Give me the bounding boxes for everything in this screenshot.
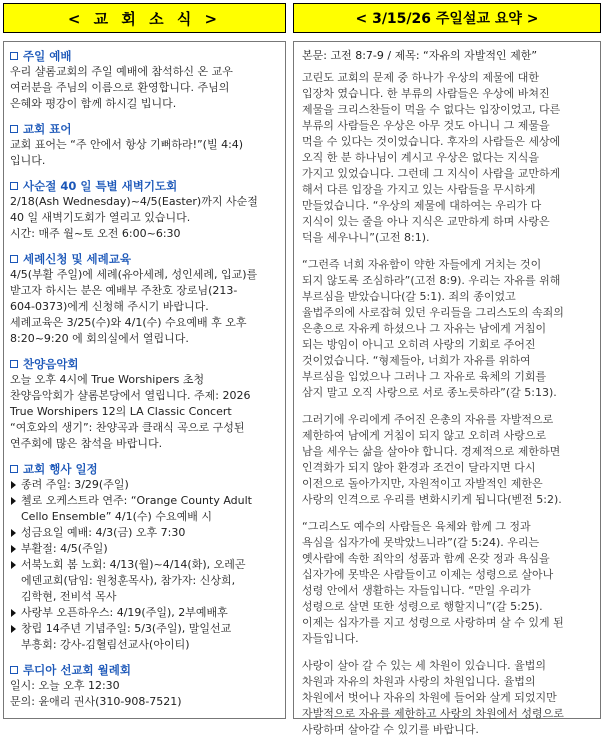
sermon-title: 본문: 고전 8:7-9 / 제목: “자유의 자발적인 제한” [302,49,538,62]
triangle-bullet-icon [11,545,16,553]
section-title: 찬양음악회 [23,357,79,371]
list-item: 서북노회 봄 노회: 4/13(월)~4/14(화), 오레곤 에덴교회(담임: 원청훈목사), 참가자: 신상희, 김학현, 전비석 목사 [10,557,279,605]
triangle-bullet-icon [11,561,16,569]
checkbox-square-icon [10,125,18,133]
checkbox-square-icon [10,666,18,674]
sermon-paragraph: “그런즉 너희 자유함이 약한 자들에게 거치는 것이 되지 않도록 조심하라”(고전 8:9). 우리는 자유를 위해 부르심을 받았습니다(갈 5:1). 죄의 종이었고 율법주의에 사로잡혀 있던 우리들을 그리스도의 속죄의 은총으로 자유케 하셨으나 그 자유는 남에게 거침이 되는 방임이 아니고 오히려 사랑의 기회로 주어진 것이었습니다. “형제들아, 너희가 자유를 위하여 부르심을 입었으나 그러나 그 자유로 육체의 기회를 삼지 말고 오직 사랑으로 서로 종노릇하라”(갈 5:13). [302,258,564,399]
section-title: 교회 행사 일정 [23,462,98,476]
section-text: 우리 샬롬교회의 주일 예배에 참석하신 온 교우 여러분을 주님의 이름으로 환영합니다. 주님의 은혜와 평강이 함께 하시길 빕니다. [10,65,233,110]
triangle-bullet-icon [11,529,16,537]
checkbox-square-icon [10,52,18,60]
sermon-paragraph: 고린도 교회의 문제 중 하나가 우상의 제물에 대한 입장차 였습니다. 한 부류의 사람들은 우상에 바쳐진 제물을 크리스찬들이 먹을 수 없다는 입장이었고, 다른 부류의 사람들은 우상은 아무 것도 아니니 그 제물을 먹을 수 있다는 것이었습니다. 후자의 사람들은 세상에 오직 한 분 하나님이 계시고 우상은 없다는 지식을 가지고 있었습니다. 그런데 그 지식이 사람을 교만하게 해서 다른 입장을 가지고 있는 사람들을 무시하게 만들었습니다. “우상의 제물에 대하여는 우리가 다 지식이 있는 줄을 아나 지식은 교만하게 하며 사랑은 덕을 세우나니”(고전 8:1). [302,71,561,244]
section-title: 루디아 선교회 월례회 [23,663,131,677]
church-news-column [3,41,286,719]
news-section-events [10,461,279,653]
news-section-baptism [10,251,279,347]
section-title: 주일 예배 [23,49,72,63]
list-item: 창립 14주년 기념주일: 5/3(주일), 말일선교 부흥회: 강사-김혈림선교사(아이티) [10,621,279,653]
sermon-summary-header-text: < 3/15/26 주일설교 요약 > [355,11,539,27]
checkbox-square-icon [10,465,18,473]
checkbox-square-icon [10,182,18,190]
sermon-column [293,41,601,736]
section-title: 세례신청 및 세례교육 [23,252,131,266]
list-item: 첼로 오케스트라 연주: “Orange County Adult Cello Ensemble” 4/1(수) 수요예배 시 [10,493,279,525]
news-section-motto [10,121,279,169]
church-news-header-text: < 교 회 소 식 > [67,9,222,28]
list-item: 사랑부 오픈하우스: 4/19(주일), 2부예배후 [10,605,279,621]
sermon-paragraph: “그리스도 예수의 사람들은 육체와 함께 그 정과 욕심을 십자가에 못박았느니라”(갈 5:24). 우리는 옛사람에 속한 죄악의 성품과 함께 온갖 정과 욕심을 십자가에 못박은 사람들이고 이제는 성령으로 살아나 성령 안에서 생활하는 자들입니다. “만일 우리가 성령으로 살면 또한 성령으로 행할지니”(갈 5:25). 이제는 십자가를 지고 성령으로 사랑하며 살 수 있게 된 자들입니다. [302,520,564,645]
section-text: 일시: 오늘 오후 12:30 문의: 윤애리 권사(310-908-7521) [10,679,182,708]
section-title: 교회 표어 [23,122,72,136]
section-text: 오늘 오후 4시에 True Worshipers 초청 찬양음악회가 샬롬본당에서 열립니다. 주제: 2026 True Worshipers 12의 LA Classic Concert “여호와의 생기”: 찬양곡과 클래식 곡으로 구성된 연주회에 많은 참석을 바랍니다. [10,373,251,450]
news-section-dawn-prayer [10,178,279,242]
triangle-bullet-icon [11,481,16,489]
section-title: 사순절 40 일 특별 새벽기도회 [23,179,178,193]
news-section-lydia [10,662,279,710]
news-section-concert [10,356,279,452]
sermon-paragraph: 그러기에 우리에게 주어진 은총의 자유를 자발적으로 제한하여 남에게 거침이 되지 않고 오히려 사랑으로 남을 세우는 삶을 살아야 합니다. 경제적으로 제한하면 인격화가 되지 않아 환경과 조건이 달라지면 다시 이전으로 돌아가지만, 자원적이고 자발적인 제한은 사랑의 인격으로 우리를 변화시키게 됩니다(벧전 5:2). [302,413,562,506]
checkbox-square-icon [10,360,18,368]
list-item: 성금요일 예배: 4/3(금) 오후 7:30 [10,525,279,541]
list-item: 종려 주일: 3/29(주일) [10,477,279,493]
section-text: 교회 표어는 “주 안에서 항상 기뻐하라!”(빌 4:4) 입니다. [10,138,244,167]
event-list [10,477,279,653]
news-section-worship [10,48,279,112]
checkbox-square-icon [10,255,18,263]
church-news-header [3,3,286,33]
list-item: 부활절: 4/5(주일) [10,541,279,557]
triangle-bullet-icon [11,497,16,505]
triangle-bullet-icon [11,609,16,617]
triangle-bullet-icon [11,625,16,633]
sermon-paragraph: 사랑이 살아 갈 수 있는 세 차원이 있습니다. 율법의 차원과 자유의 차원과 사랑의 차원입니다. 율법의 차원에서 벗어나 자유의 차원에 들어와 살게 되었지만 자발적으로 자유를 제한하고 사랑의 차원에서 성령으로 사랑하며 살아갈 수 있기를 바랍니다. [302,659,564,736]
section-text: 2/18(Ash Wednesday)~4/5(Easter)까지 사순절 40 일 새벽기도회가 열리고 있습니다. 시간: 매주 월~토 오전 6:00~6:30 [10,195,258,240]
sermon-summary-header [293,3,601,33]
section-text: 4/5(부활 주일)에 세례(유아세례, 성인세례, 입교)를 받고자 하시는 분은 예배부 주찬호 장로님(213- 604-0373)에게 신청해 주시기 바랍니다. 세례교육은 3/25(수)와 4/1(수) 수요예배 후 오후 8:20~9:20 에 회의실에서 열립니다. [10,268,258,345]
